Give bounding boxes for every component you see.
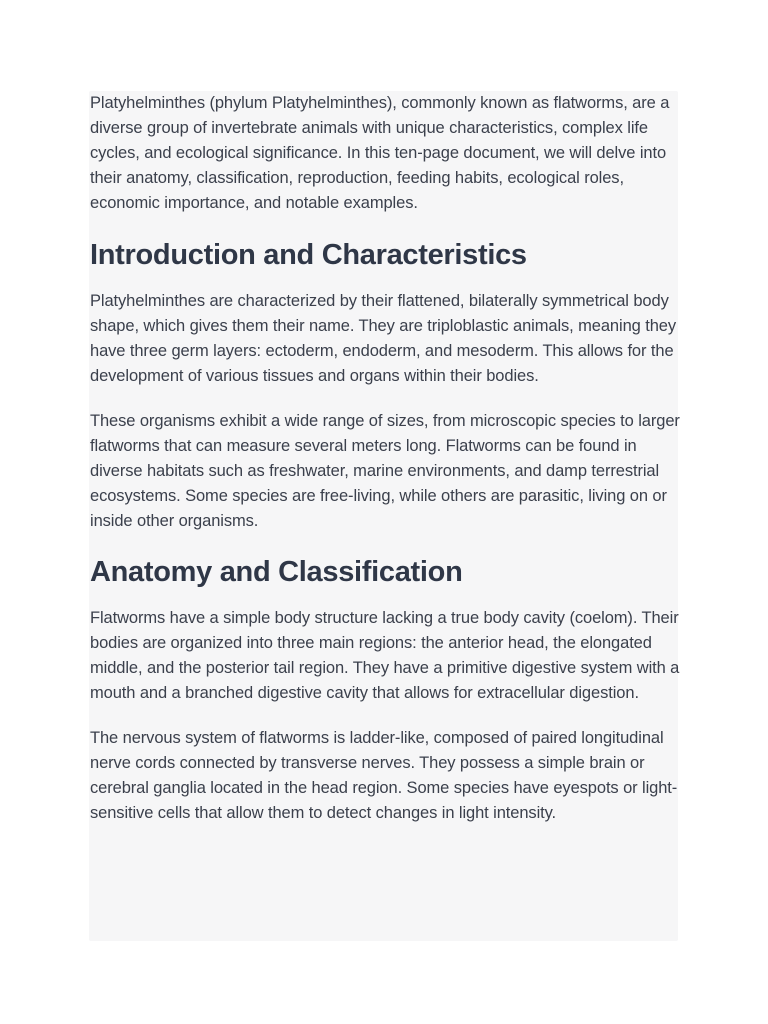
section-paragraph: Flatworms have a simple body structure lacking a true body cavity (coelom). Their bodies are organized into three main regions: the anterior head, the elongated middle, and the posterior tail region. They have a primitive digestive system with a mouth and a branched digestive cavity that allows for extracellular digestion.	[90, 609, 680, 702]
section-heading-introduction: Introduction and Characteristics	[90, 239, 527, 271]
section-heading-anatomy: Anatomy and Classification	[90, 556, 463, 588]
section-paragraph: These organisms exhibit a wide range of sizes, from microscopic species to larger flatworms that can measure several meters long. Flatworms can be found in diverse habitats such as freshwater, marine environments, and damp terrestrial ecosystems. Some species are free-living, while others are parasitic, living on or inside other organisms.	[90, 412, 680, 530]
section-paragraph: Platyhelminthes are characterized by their flattened, bilaterally symmetrical body shape, which gives them their name. They are triploblastic animals, meaning they have three germ layers: ectoderm, endoderm, and mesoderm. This allows for the development of various tissues and organs within their bodies.	[90, 292, 676, 385]
intro-paragraph: Platyhelminthes (phylum Platyhelminthes), commonly known as flatworms, are a diverse group of invertebrate animals with unique characteristics, complex life cycles, and ecological significance. In this ten-page document, we will delve into their anatomy, classification, reproduction, feeding habits, ecological roles, economic importance, and notable examples.	[90, 94, 670, 212]
section-paragraph: The nervous system of flatworms is ladder-like, composed of paired longitudinal nerve cords connected by transverse nerves. They possess a simple brain or cerebral ganglia located in the head region. Some species have eyespots or light-sensitive cells that allow them to detect changes in light intensity.	[90, 729, 678, 822]
document-content	[90, 91, 680, 826]
